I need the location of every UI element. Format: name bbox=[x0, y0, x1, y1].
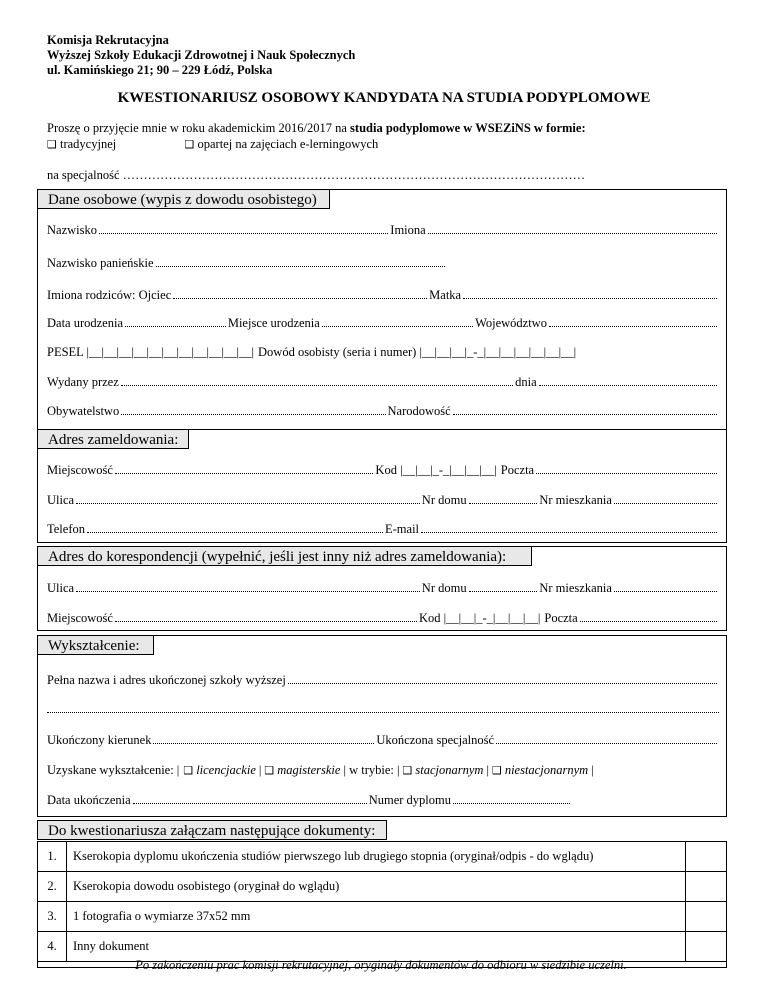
intro-text: Proszę o przyjęcie mnie w roku akademickim 2016/2017 na bbox=[47, 121, 347, 135]
checkbox-icon[interactable]: ❑ bbox=[183, 764, 194, 777]
end-date-field[interactable] bbox=[133, 793, 367, 804]
birth-place-label: Miejsce urodzenia bbox=[227, 316, 320, 330]
doc-checkbox[interactable] bbox=[686, 842, 727, 872]
specialty-label: na specjalność bbox=[47, 168, 120, 182]
reg-post-label: Poczta bbox=[500, 463, 535, 477]
nationality-field[interactable] bbox=[453, 404, 717, 415]
reg-street-label: Ulica bbox=[47, 493, 75, 507]
mother-label: Matka bbox=[429, 288, 462, 302]
row-reg-street bbox=[47, 493, 719, 508]
cor-flat-field[interactable] bbox=[614, 581, 717, 592]
reg-flat-field[interactable] bbox=[614, 493, 717, 504]
intro-paragraph bbox=[47, 120, 724, 153]
table-row bbox=[38, 902, 727, 932]
school-field[interactable] bbox=[288, 673, 717, 684]
doc-number: 1. bbox=[38, 842, 67, 872]
reg-street-field[interactable] bbox=[76, 493, 420, 504]
row-reg-city bbox=[47, 463, 719, 478]
father-field[interactable] bbox=[173, 288, 427, 299]
mother-field[interactable] bbox=[463, 288, 717, 299]
reg-post-field[interactable] bbox=[536, 463, 717, 474]
major-label: Ukończony kierunek bbox=[47, 733, 152, 747]
option-licencjackie: licencjackie bbox=[196, 763, 256, 777]
documents-table bbox=[37, 841, 727, 962]
table-row bbox=[38, 872, 727, 902]
edu-specialty-label: Ukończona specjalność bbox=[376, 733, 495, 747]
option-traditional: tradycyjnej bbox=[60, 137, 117, 151]
phone-label: Telefon bbox=[47, 522, 85, 536]
school-label: Pełna nazwa i adres ukończonej szkoły wyższej bbox=[47, 673, 286, 687]
cor-street-field[interactable] bbox=[76, 581, 420, 592]
issued-by-label: Wydany przez bbox=[47, 375, 119, 389]
documents-section-heading: Do kwestionariusza załączam następujące dokumenty: bbox=[37, 820, 387, 840]
email-field[interactable] bbox=[421, 522, 717, 533]
doc-number: 2. bbox=[38, 872, 67, 902]
education-section-heading: Wykształcenie: bbox=[37, 635, 154, 655]
diploma-field[interactable] bbox=[453, 793, 570, 804]
birth-date-label: Data urodzenia bbox=[47, 316, 124, 330]
id-card-field[interactable]: Dowód osobisty (seria i numer) |__|__|__|_-_|__|__|__|__|__|__| bbox=[258, 345, 577, 359]
end-date-label: Data ukończenia bbox=[47, 793, 131, 807]
row-surname bbox=[47, 223, 719, 238]
row-major bbox=[47, 733, 719, 748]
doc-text: Inny dokument bbox=[67, 932, 686, 962]
voivodeship-label: Województwo bbox=[475, 316, 547, 330]
header-line-2: Wyższej Szkoły Edukacji Zdrowotnej i Nauk Społecznych bbox=[47, 48, 356, 62]
surname-field[interactable] bbox=[99, 223, 388, 234]
doc-number: 4. bbox=[38, 932, 67, 962]
education-section-box bbox=[37, 635, 727, 817]
doc-checkbox[interactable] bbox=[686, 902, 727, 932]
reg-city-field[interactable] bbox=[115, 463, 373, 474]
checkbox-icon[interactable]: ❑ bbox=[264, 764, 275, 777]
form-title: KWESTIONARIUSZ OSOBOWY KANDYDATA NA STUDIA PODYPLOMOWE bbox=[117, 90, 651, 106]
cor-house-field[interactable] bbox=[469, 581, 538, 592]
nationality-label: Narodowość bbox=[387, 404, 451, 418]
registered-section-heading: Adres zameldowania: bbox=[37, 429, 189, 449]
row-school bbox=[47, 673, 719, 688]
row-cor-city bbox=[47, 611, 719, 626]
doc-number: 3. bbox=[38, 902, 67, 932]
checkbox-icon[interactable]: ❑ bbox=[402, 764, 413, 777]
phone-field[interactable] bbox=[87, 522, 383, 533]
diploma-label: Numer dyplomu bbox=[368, 793, 451, 807]
surname-label: Nazwisko bbox=[47, 223, 97, 237]
reg-flat-label: Nr mieszkania bbox=[539, 493, 612, 507]
reg-house-label: Nr domu bbox=[421, 493, 467, 507]
option-stacjonarnym: stacjonarnym bbox=[415, 763, 484, 777]
row-cor-street bbox=[47, 581, 719, 596]
birth-place-field[interactable] bbox=[322, 316, 473, 327]
doc-checkbox[interactable] bbox=[686, 872, 727, 902]
birth-date-field[interactable] bbox=[125, 316, 226, 327]
option-magisterskie: magisterskie bbox=[277, 763, 341, 777]
row-school-2 bbox=[47, 702, 719, 713]
email-label: E-mail bbox=[385, 522, 420, 536]
reg-city-label: Miejscowość bbox=[47, 463, 113, 477]
option-niestacjonarnym: niestacjonarnym bbox=[504, 763, 589, 777]
table-row bbox=[38, 842, 727, 872]
maiden-label: Nazwisko panieńskie bbox=[47, 256, 154, 270]
correspondence-section-heading: Adres do korespondencji (wypełnić, jeśli jest inny niż adres zameldowania): bbox=[37, 546, 532, 566]
issued-by-field[interactable] bbox=[121, 375, 513, 386]
reg-postcode-field[interactable]: Kod |__|__|_-_|__|__|__| bbox=[375, 463, 497, 477]
row-birth bbox=[47, 316, 719, 331]
major-field[interactable] bbox=[153, 733, 374, 744]
cor-post-field[interactable] bbox=[580, 611, 717, 622]
doc-text: Kserokopia dyplomu ukończenia studiów pierwszego lub drugiego stopnia (oryginał/odpis - do wglądu) bbox=[67, 842, 686, 872]
father-label: Imiona rodziców: Ojciec bbox=[47, 288, 172, 302]
institution-header bbox=[47, 33, 355, 78]
option-elearning: opartej na zajęciach e-lerningowych bbox=[197, 137, 379, 151]
cor-house-label: Nr domu bbox=[421, 581, 467, 595]
checkbox-icon[interactable]: ❑ bbox=[491, 764, 502, 777]
header-line-1: Komisja Rekrutacyjna bbox=[47, 33, 169, 47]
day-field[interactable] bbox=[539, 375, 717, 386]
voivodeship-field[interactable] bbox=[549, 316, 717, 327]
citizenship-field[interactable] bbox=[121, 404, 385, 415]
cor-city-label: Miejscowość bbox=[47, 611, 113, 625]
reg-house-field[interactable] bbox=[469, 493, 538, 504]
maiden-field[interactable] bbox=[156, 256, 445, 267]
specialty-field[interactable]: ………………………………………………………………………………………………… bbox=[122, 168, 586, 182]
doc-text: 1 fotografia o wymiarze 37x52 mm bbox=[67, 902, 686, 932]
pesel-field[interactable]: PESEL |__|__|__|__|__|__|__|__|__|__|__| bbox=[47, 345, 255, 359]
personal-section-heading: Dane osobowe (wypis z dowodu osobistego) bbox=[37, 189, 330, 209]
row-parents bbox=[47, 288, 719, 303]
row-end-date bbox=[47, 793, 572, 808]
row-issued bbox=[47, 375, 719, 390]
cor-street-label: Ulica bbox=[47, 581, 75, 595]
checkbox-icon[interactable]: ❑ bbox=[47, 138, 57, 151]
header-line-3: ul. Kamińskiego 21; 90 – 229 Łódź, Polska bbox=[47, 63, 273, 77]
cor-postcode-field[interactable]: Kod |__|__|_-_|__|__|__| bbox=[419, 611, 541, 625]
degree-label: Uzyskane wykształcenie: | bbox=[47, 763, 180, 777]
names-label: Imiona bbox=[390, 223, 426, 237]
edu-specialty-field[interactable] bbox=[496, 733, 717, 744]
mode-label: | w trybie: | bbox=[343, 763, 400, 777]
row-reg-phone bbox=[47, 522, 719, 537]
row-maiden bbox=[47, 256, 447, 271]
day-label: dnia bbox=[515, 375, 537, 389]
row-pesel bbox=[47, 345, 719, 360]
cor-flat-label: Nr mieszkania bbox=[539, 581, 612, 595]
footer-note: Po zakończeniu prac komisji rekrutacyjnej, oryginały dokumentów do odbioru w siedzibie uczelni. bbox=[135, 958, 627, 972]
row-citizenship bbox=[47, 404, 719, 419]
row-degree: Uzyskane wykształcenie: | ❑ licencjackie | ❑ magisterskie | w trybie: | ❑ stacjonarnym | ❑ niestacjonarnym | bbox=[47, 763, 594, 777]
citizenship-label: Obywatelstwo bbox=[47, 404, 120, 418]
names-field[interactable] bbox=[428, 223, 717, 234]
school-field-line-2[interactable] bbox=[47, 702, 719, 713]
checkbox-icon[interactable]: ❑ bbox=[184, 138, 195, 151]
intro-text-bold: studia podyplomowe w WSEZiNS w formie: bbox=[350, 121, 586, 135]
cor-city-field[interactable] bbox=[115, 611, 417, 622]
specialty-line bbox=[47, 168, 585, 183]
cor-post-label: Poczta bbox=[544, 611, 578, 625]
doc-text: Kserokopia dowodu osobistego (oryginał do wglądu) bbox=[67, 872, 686, 902]
